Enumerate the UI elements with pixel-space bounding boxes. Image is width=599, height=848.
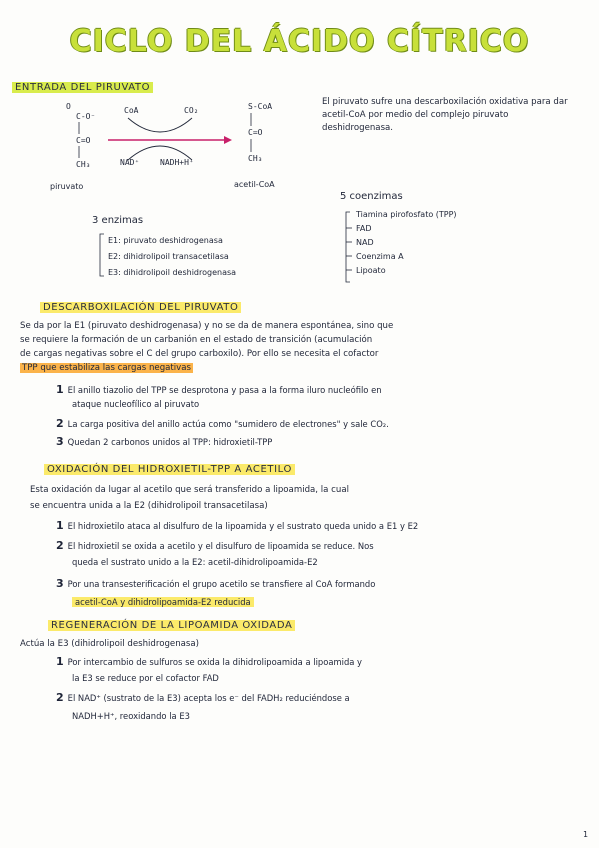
- regeneracion-intro: Actúa la E3 (dihidrolipoil deshidrogenasa): [20, 639, 200, 649]
- oxidacion-step-2: 2 El hidroxietil se oxida a acetilo y el disulfuro de lipoamida se reduce. Nos: [56, 539, 374, 552]
- descarbox-line-2: se requiere la formación de un carbanión en el estado de transición (acumulación: [20, 335, 373, 345]
- oxidacion-step-3b: acetil-CoA y dihidrolipoamida-E2 reducida: [72, 596, 254, 609]
- descarbox-step-2: 2 La carga positiva del anillo actúa como "sumidero de electrones" y sale CO₂.: [56, 417, 389, 430]
- piruvato-formula-o: O: [66, 102, 71, 111]
- acetil-formula-methyl: CH₃: [248, 154, 263, 163]
- oxidacion-line-2: se encuentra unida a la E2 (dihidrolipoil transacetilasa): [30, 501, 268, 511]
- acetil-formula-scoa: S-CoA: [248, 102, 273, 111]
- page-number: 1: [583, 830, 589, 839]
- oxidacion-step-3: 3 Por una transesterificación el grupo acetilo se transfiere al CoA formando: [56, 577, 376, 590]
- descarbox-line-3: de cargas negativas sobre el C del grupo carboxilo). Por ello se necesita el cofactor: [20, 349, 379, 359]
- enzima-e1: E1: piruvato deshidrogenasa: [108, 236, 223, 245]
- coenzima-coa: Coenzima A: [356, 252, 404, 261]
- piruvato-label: piruvato: [50, 182, 84, 191]
- coenzima-lipoato: Lipoato: [356, 266, 386, 275]
- regeneracion-step-1b: la E3 se reduce por el cofactor FAD: [72, 673, 219, 683]
- descarbox-step-1b: ataque nucleofílico al piruvato: [72, 399, 200, 409]
- section-heading-oxidacion: OXIDACIÓN DEL HIDROXIETIL-TPP A ACETILO: [44, 464, 295, 475]
- regeneracion-step-2: 2 El NAD⁺ (sustrato de la E3) acepta los e⁻ del FADH₂ reduciéndose a: [56, 691, 350, 704]
- regeneracion-step-1: 1 Por intercambio de sulfuros se oxida la dihidrolipoamida a lipoamida y: [56, 655, 363, 668]
- descarbox-line-1: Se da por la E1 (piruvato deshidrogenasa) y no se da de manera espontánea, sino que: [20, 321, 394, 331]
- coa-label: CoA: [124, 106, 139, 115]
- oxidacion-step-1: 1 El hidroxietilo ataca al disulfuro de la lipoamida y el sustrato queda unido a E1 y E2: [56, 519, 419, 532]
- coenzima-tpp: Tiamina pirofosfato (TPP): [356, 210, 457, 219]
- enzima-e2: E2: dihidrolipoil transacetilasa: [108, 252, 229, 261]
- piruvato-formula-carboxyl: C-O⁻: [76, 112, 96, 121]
- enzima-e3: E3: dihidrolipoil deshidrogenasa: [108, 268, 237, 277]
- descarbox-line-4: TPP que estabiliza las cargas negativas: [22, 363, 192, 373]
- entrada-description: El piruvato sufre una descarboxilación oxidativa para dar acetil-CoA por medio del complejo piruvato deshidrogenasa.: [322, 97, 568, 133]
- oxidacion-line-1: Esta oxidación da lugar al acetilo que será transferido a lipoamida, la cual: [30, 485, 349, 495]
- coenzima-fad: FAD: [356, 224, 372, 233]
- coenzimas-title: 5 coenzimas: [340, 191, 403, 202]
- piruvato-formula-methyl: CH₃: [76, 160, 91, 169]
- section-heading-descarbox: DESCARBOXILACIÓN DEL PIRUVATO: [40, 302, 241, 313]
- descarbox-step-1: 1 El anillo tiazolio del TPP se desprotona y pasa a la forma iluro nucleófilo en: [56, 383, 382, 396]
- section-heading-regeneracion: REGENERACIÓN DE LA LIPOAMIDA OXIDADA: [48, 620, 295, 631]
- descarbox-step-3: 3 Quedan 2 carbonos unidos al TPP: hidroxietil-TPP: [56, 435, 273, 448]
- nad-label: NAD⁺: [120, 158, 140, 167]
- oxidacion-step-2b: queda el sustrato unido a la E2: acetil-dihidrolipoamida-E2: [72, 557, 318, 567]
- piruvato-formula-carbonyl: C=O: [76, 136, 91, 145]
- acetil-coa-label: acetil-CoA: [234, 180, 275, 189]
- co2-label: CO₂: [184, 106, 199, 115]
- section-heading-entrada: ENTRADA DEL PIRUVATO: [12, 82, 153, 93]
- acetil-formula-carbonyl: C=O: [248, 128, 263, 137]
- regeneracion-step-2b: NADH+H⁺, reoxidando la E3: [72, 711, 190, 721]
- nadh-label: NADH+H⁺: [160, 158, 194, 167]
- coenzima-nad: NAD: [356, 238, 374, 247]
- enzimas-title: 3 enzimas: [92, 215, 144, 226]
- page-title: CICLO DEL ÁCIDO CÍTRICO: [69, 24, 530, 59]
